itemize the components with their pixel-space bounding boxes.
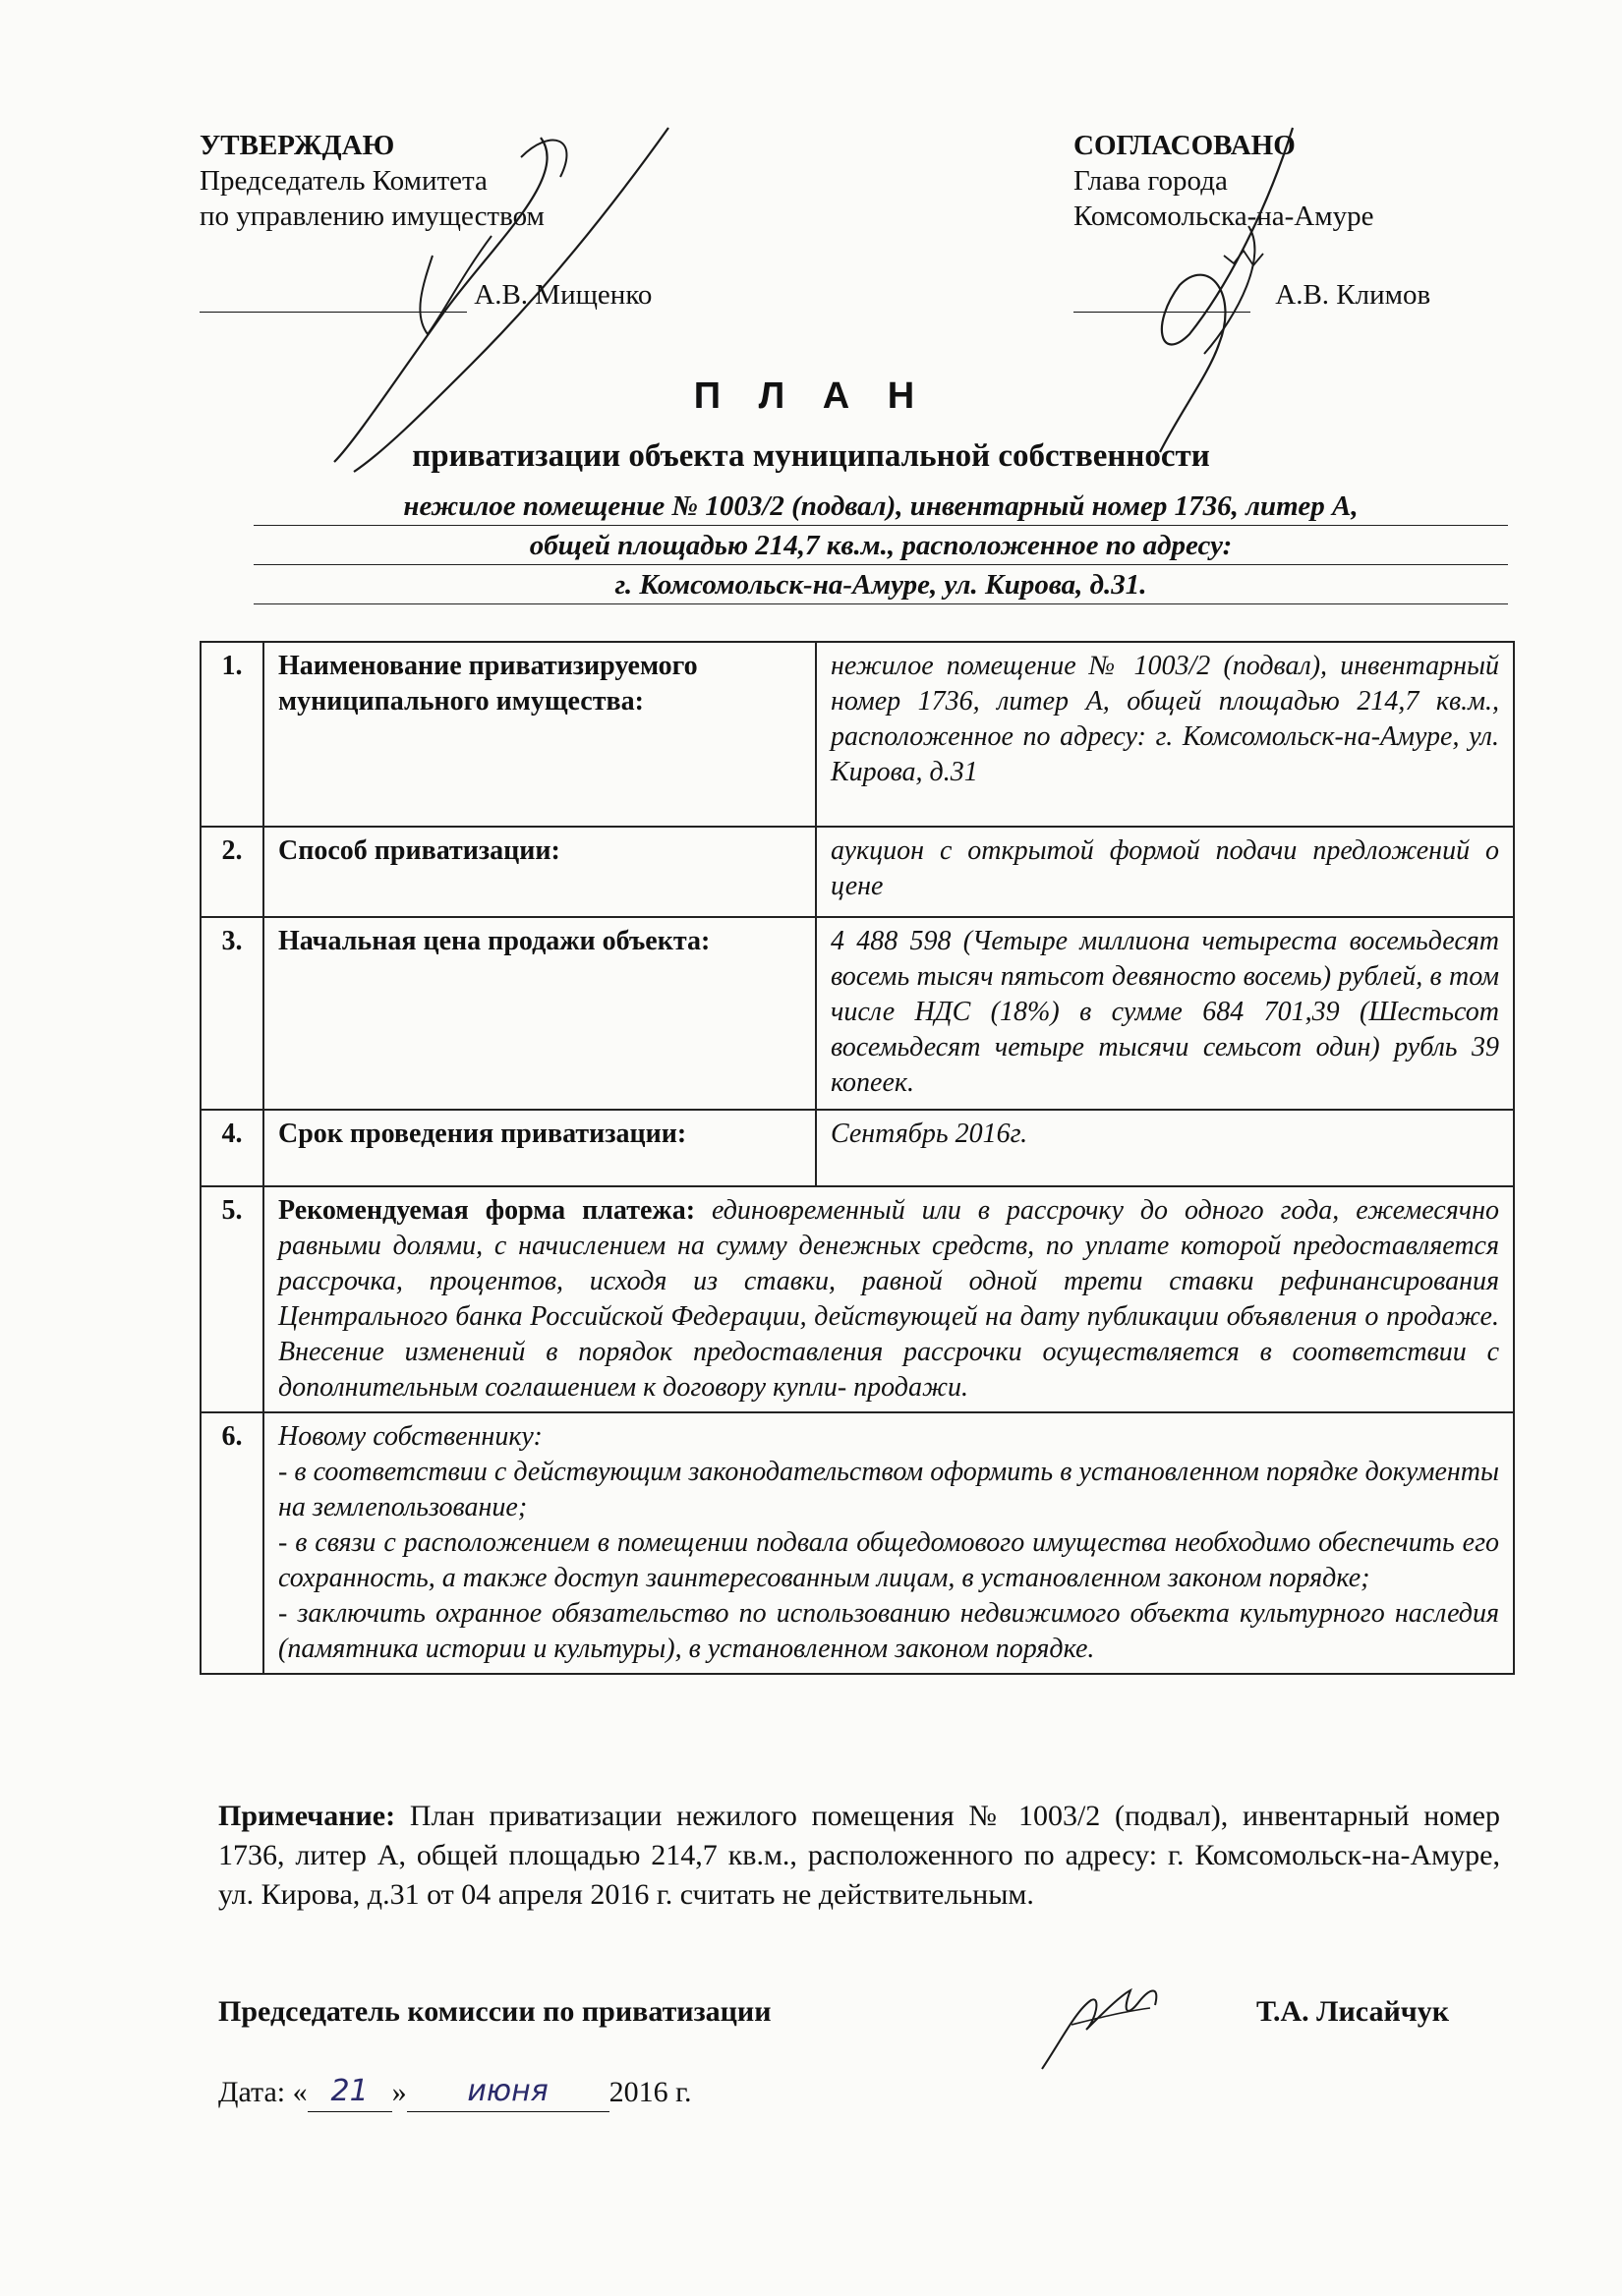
table-row bbox=[201, 917, 1514, 1110]
object-line-1: нежилое помещение № 1003/2 (подвал), инвентарный номер 1736, литер А, bbox=[254, 488, 1508, 526]
table-row bbox=[201, 1186, 1514, 1412]
plan-table bbox=[200, 641, 1515, 1675]
row-label: Рекомендуемая форма платежа: bbox=[278, 1195, 696, 1226]
row-value: 4 488 598 (Четыре миллиона четыреста восемьдесят восемь тысяч пятьсот девяносто восемь) рублей, в том числе НДС (18%) в сумме 684 701,39 (Шестьсот восемьдесят четыре тысячи семьсот один) рубль 39 копеек. bbox=[816, 917, 1514, 1110]
agree-heading: СОГЛАСОВАНО bbox=[1073, 130, 1296, 161]
chair-label: Председатель комиссии по приватизации bbox=[218, 1995, 772, 2028]
agree-position-line1: Глава города bbox=[1073, 165, 1228, 197]
list-item: - в связи с расположением в помещении подвала общедомового имущества необходимо обеспечить его сохранность, а также доступ заинтересованным лицам, в установленном законом порядке; bbox=[278, 1527, 1499, 1593]
row-merged-cell bbox=[263, 1186, 1514, 1412]
row-label: Начальная цена продажи объекта: bbox=[263, 917, 816, 1110]
approve-signer-name: А.В. Мищенко bbox=[474, 279, 653, 311]
chair-name: Т.А. Лисайчук bbox=[1256, 1995, 1449, 2028]
row-number: 6. bbox=[201, 1412, 263, 1674]
row-value: нежилое помещение № 1003/2 (подвал), инвентарный номер 1736, литер А, общей площадью 214,7 кв.м., расположенное по адресу: г. Комсомольск-на-Амуре, ул. Кирова, д.31 bbox=[816, 642, 1514, 827]
row-number: 2. bbox=[201, 827, 263, 917]
agree-signature-scribble bbox=[1121, 118, 1347, 482]
row-value: Сентябрь 2016г. bbox=[816, 1110, 1514, 1186]
list-item: - в соответствии с действующим законодательством оформить в установленном порядке документы на землепользование; bbox=[278, 1457, 1499, 1522]
list-item: - заключить охранное обязательство по использованию недвижимого объекта культурного наследия (памятника истории и культуры), в установленном законом порядке. bbox=[278, 1598, 1499, 1664]
note-paragraph bbox=[218, 1797, 1500, 1915]
chair-signature-scribble bbox=[1032, 1971, 1170, 2079]
object-line-2: общей площадью 214,7 кв.м., расположенное по адресу: bbox=[254, 527, 1508, 565]
date-day: 21 bbox=[308, 2072, 392, 2112]
owner-heading: Новому собственнику: bbox=[278, 1421, 543, 1452]
row-label: Наименование приватизируемого муниципального имущества: bbox=[263, 642, 816, 827]
row-value: аукцион с открытой формой подачи предложений о цене bbox=[816, 827, 1514, 917]
agree-position-line2: Комсомольска-на-Амуре bbox=[1073, 201, 1374, 232]
row-number: 4. bbox=[201, 1110, 263, 1186]
row-label: Способ приватизации: bbox=[263, 827, 816, 917]
row-label: Срок проведения приватизации: bbox=[263, 1110, 816, 1186]
approve-position-line1: Председатель Комитета bbox=[200, 165, 488, 197]
object-line-3: г. Комсомольск-на-Амуре, ул. Кирова, д.31. bbox=[254, 566, 1508, 604]
table-row bbox=[201, 642, 1514, 827]
date-middle: » bbox=[391, 2076, 407, 2108]
note-label: Примечание: bbox=[218, 1800, 396, 1832]
date-month: июня bbox=[407, 2072, 609, 2112]
note-text: План приватизации нежилого помещения № 1003/2 (подвал), инвентарный номер 1736, литер А, общей площадью 214,7 кв.м., расположенного по адресу: г. Комсомольск-на-Амуре, ул. Кирова, д.31 от 04 апреля 2016 г. считать не действительным. bbox=[218, 1800, 1500, 1911]
agree-signer-name: А.В. Климов bbox=[1275, 279, 1431, 311]
row-value: единовременный или в рассрочку до одного года, ежемесячно равными долями, с начислением на сумму денежных средств, по уплате которой предоставляется рассрочка, процентов, исходя из ставки, равной одной трети ставки рефинансирования Центрального банка Российской Федерации, действующей на дату публикации объявления о продаже. Внесение изменений в порядок предоставления рассрочки осуществляется в соответствии с дополнительным соглашением к договору купли- продажи. bbox=[278, 1195, 1499, 1403]
approve-signature-scribble bbox=[295, 118, 688, 491]
date-year: 2016 г. bbox=[608, 2076, 692, 2108]
document-title: П Л А Н bbox=[693, 375, 929, 417]
table-row bbox=[201, 827, 1514, 917]
approve-position-line2: по управлению имуществом bbox=[200, 201, 545, 232]
row-number: 5. bbox=[201, 1186, 263, 1412]
row-merged-cell bbox=[263, 1412, 1514, 1674]
table-row bbox=[201, 1412, 1514, 1674]
date-line bbox=[218, 2072, 692, 2112]
date-prefix: Дата: « bbox=[218, 2076, 308, 2108]
row-number: 1. bbox=[201, 642, 263, 827]
approve-heading: УТВЕРЖДАЮ bbox=[200, 130, 395, 161]
row-number: 3. bbox=[201, 917, 263, 1110]
document-subtitle: приватизации объекта муниципальной собственности bbox=[412, 438, 1210, 474]
table-row bbox=[201, 1110, 1514, 1186]
